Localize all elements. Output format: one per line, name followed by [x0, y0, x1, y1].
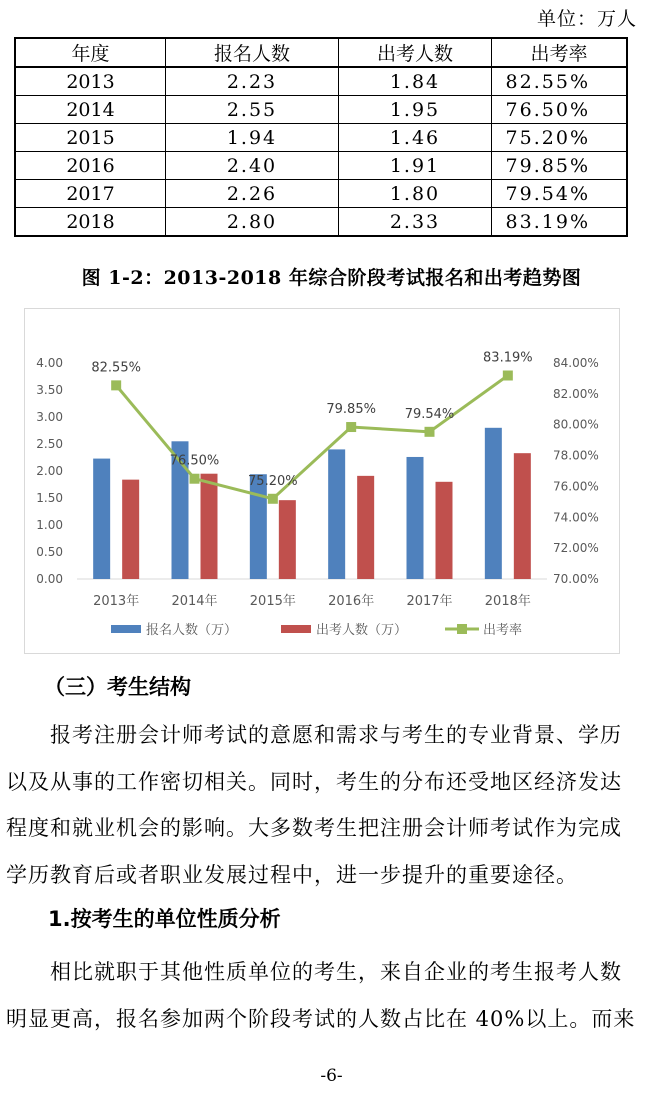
y-left-tick-label: 1.50 [36, 491, 63, 505]
paragraph-line: 程度和就业机会的影响。大多数考生把注册会计师考试作为完成 [6, 816, 622, 840]
x-tick-label: 2015年 [249, 594, 296, 609]
attendance-rate-point [111, 380, 121, 390]
cell-rate: 82.55% [492, 67, 628, 96]
table-row [15, 96, 627, 124]
x-tick-label: 2018年 [484, 594, 531, 609]
exam-data-table [14, 37, 628, 237]
data-label: 83.19% [483, 350, 533, 366]
y-left-tick-label: 2.00 [36, 464, 63, 478]
bar-registered [407, 457, 424, 579]
bar-registered [328, 449, 345, 579]
bar-attended [514, 453, 531, 579]
cell-rate: 79.85% [492, 152, 628, 180]
y-right-tick-label: 74.00% [553, 510, 599, 525]
bar-registered [485, 428, 502, 579]
table-header-row [15, 38, 627, 67]
cell-registered: 1.94 [166, 124, 339, 152]
header-attended: 出考人数 [339, 38, 492, 67]
legend-label-registered: 报名人数（万） [146, 623, 238, 638]
paragraph-candidate-structure [6, 712, 646, 898]
cell-rate: 76.50% [492, 96, 628, 124]
bar-attended [436, 482, 453, 579]
x-tick-label: 2014年 [171, 594, 218, 609]
figure-title: 图 1-2：2013-2018 年综合阶段考试报名和出考趋势图 [81, 267, 582, 289]
attendance-rate-point [425, 427, 435, 437]
header-year: 年度 [15, 38, 166, 67]
trend-chart [24, 308, 620, 654]
attendance-rate-point [268, 494, 278, 504]
bar-attended [357, 476, 374, 579]
table-row [15, 124, 627, 152]
x-tick-label: 2017年 [406, 594, 453, 609]
cell-registered: 2.23 [166, 67, 339, 96]
cell-attended: 1.80 [339, 180, 492, 208]
legend-label-attended: 出考人数（万） [316, 623, 408, 638]
data-label: 79.54% [404, 406, 455, 422]
y-left-tick-label: 1.00 [36, 518, 63, 532]
data-label: 75.20% [248, 473, 298, 489]
y-right-tick-label: 72.00% [553, 541, 599, 556]
legend-swatch-registered [111, 625, 141, 633]
legend-marker-rate [457, 624, 467, 634]
y-left-tick-label: 4.00 [36, 356, 63, 370]
bar-attended [201, 474, 218, 579]
header-attendance-rate: 出考率 [492, 38, 628, 67]
table-row [15, 208, 627, 237]
cell-attended: 1.95 [339, 96, 492, 124]
trend-chart-svg [25, 309, 619, 653]
x-tick-label: 2016年 [328, 594, 375, 609]
table-row [15, 152, 627, 180]
cell-attended: 2.33 [339, 208, 492, 237]
cell-year: 2013 [15, 67, 166, 96]
paragraph-line: 以及从事的工作密切相关。同时，考生的分布还受地区经济发达 [6, 769, 622, 794]
x-tick-label: 2013年 [93, 594, 140, 609]
cell-registered: 2.80 [166, 208, 339, 237]
cell-registered: 2.40 [166, 152, 339, 180]
paragraph-line: 相比就职于其他性质单位的考生，来自企业的考生报考人数 [50, 960, 622, 984]
cell-attended: 1.46 [339, 124, 492, 152]
attendance-rate-point [190, 474, 200, 484]
cell-rate: 83.19% [492, 208, 628, 237]
bar-attended [122, 480, 139, 579]
paragraph-employer-type [6, 949, 646, 1042]
paragraph-line: 报考注册会计师考试的意愿和需求与考生的专业背景、学历 [50, 723, 622, 747]
cell-year: 2016 [15, 152, 166, 180]
header-registered: 报名人数 [166, 38, 339, 67]
y-left-tick-label: 2.50 [36, 437, 63, 451]
unit-label: 单位：万人 [536, 8, 637, 30]
cell-year: 2018 [15, 208, 166, 237]
table-row [15, 180, 627, 208]
y-right-tick-label: 80.00% [553, 417, 599, 432]
legend-label-rate: 出考率 [483, 623, 523, 638]
attendance-rate-point [346, 422, 356, 432]
y-left-tick-label: 3.50 [36, 383, 63, 397]
y-left-tick-label: 0.00 [36, 572, 63, 586]
cell-year: 2017 [15, 180, 166, 208]
y-left-tick-label: 3.00 [36, 410, 63, 424]
data-label: 76.50% [169, 453, 220, 469]
bar-registered [250, 474, 267, 579]
paragraph-line: 学历教育后或者职业发展过程中，进一步提升的重要途径。 [6, 862, 578, 887]
cell-registered: 2.26 [166, 180, 339, 208]
y-right-tick-label: 78.00% [553, 448, 599, 463]
attendance-rate-point [503, 370, 513, 380]
section-heading: （三）考生结构 [44, 674, 191, 699]
table-row [15, 67, 627, 96]
cell-attended: 1.91 [339, 152, 492, 180]
y-right-tick-label: 76.00% [553, 479, 599, 494]
bar-attended [279, 500, 296, 579]
paragraph-line: 明显更高，报名参加两个阶段考试的人数占比在 40%以上。而来 [6, 1006, 636, 1031]
cell-year: 2015 [15, 124, 166, 152]
y-right-tick-label: 82.00% [553, 386, 599, 401]
cell-rate: 75.20% [492, 124, 628, 152]
y-left-tick-label: 0.50 [36, 545, 63, 559]
bar-registered [93, 459, 110, 579]
data-label: 82.55% [91, 360, 141, 376]
sub-heading: 1.按考生的单位性质分析 [48, 907, 281, 931]
y-right-tick-label: 70.00% [553, 572, 599, 586]
data-label: 79.85% [326, 402, 376, 418]
legend-swatch-attended [281, 625, 311, 633]
cell-year: 2014 [15, 96, 166, 124]
page-number: -6- [320, 1066, 343, 1086]
cell-rate: 79.54% [492, 180, 628, 208]
cell-attended: 1.84 [339, 67, 492, 96]
cell-registered: 2.55 [166, 96, 339, 124]
y-right-tick-label: 84.00% [553, 356, 599, 370]
